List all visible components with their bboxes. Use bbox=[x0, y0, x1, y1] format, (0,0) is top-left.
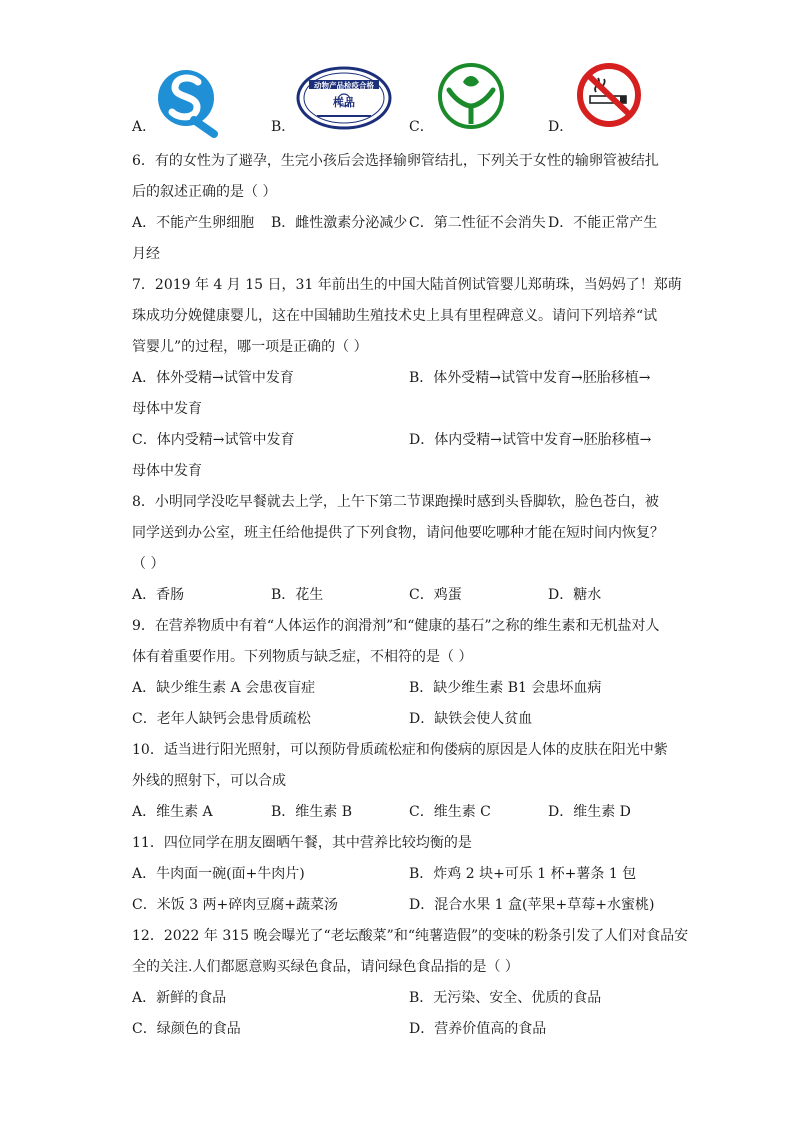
question-9 bbox=[132, 611, 672, 735]
option-b[interactable]: B．体外受精→试管中发育→胚胎移植→ bbox=[409, 370, 651, 386]
option-row bbox=[132, 1014, 672, 1045]
option-c[interactable]: C．体内受精→试管中发育 bbox=[132, 432, 295, 448]
animal-product-quarantine-seal-icon bbox=[295, 62, 393, 130]
question-10 bbox=[132, 735, 672, 828]
option-row bbox=[132, 890, 672, 921]
option-a[interactable]: A．维生素 A bbox=[132, 804, 213, 820]
option-row bbox=[132, 580, 672, 611]
option-d[interactable]: D．糖水 bbox=[548, 587, 602, 603]
question-stem: 8．小明同学没吃早餐就去上学，上午下第二节课跑操时感到头昏脚软，脸色苍白，被 bbox=[132, 494, 659, 510]
option-row bbox=[132, 425, 672, 456]
no-smoking-icon bbox=[576, 62, 642, 128]
option-d[interactable]: D．维生素 D bbox=[548, 804, 631, 820]
option-d[interactable]: D．体内受精→试管中发育→胚胎移植→ bbox=[409, 432, 652, 448]
option-b[interactable]: B．维生素 B bbox=[271, 804, 353, 820]
question-stem: 同学送到办公室，班主任给他提供了下列食物，请问他要吃哪种才能在短时间内恢复？ bbox=[132, 525, 664, 541]
question-stem: 全的关注.人们都愿意购买绿色食品，请问绿色食品指的是（ ） bbox=[132, 959, 519, 975]
option-c[interactable]: C．第二性征不会消失 bbox=[409, 215, 546, 231]
option-a[interactable]: A．体外受精→试管中发育 bbox=[132, 370, 294, 386]
option-label: A． bbox=[132, 119, 157, 135]
question-7 bbox=[132, 270, 682, 487]
question-stem: 12．2022 年 315 晚会曝光了“老坛酸菜”和“纯薯造假”的变味的粉条引发了人们对食品安 bbox=[132, 928, 689, 944]
option-label: C． bbox=[409, 119, 434, 135]
option-row bbox=[132, 797, 672, 828]
option-a[interactable]: A．牛肉面一碗(面+牛肉片) bbox=[132, 866, 305, 882]
question-stem: 后的叙述正确的是（ ） bbox=[132, 184, 277, 200]
option-a-logo bbox=[132, 62, 252, 138]
question-stem: 体有着重要作用。下列物质与缺乏症，不相符的是（ ） bbox=[132, 649, 473, 665]
green-food-logo-icon bbox=[437, 62, 505, 130]
option-a[interactable]: A．缺少维生素 A 会患夜盲症 bbox=[132, 680, 316, 696]
option-c-logo bbox=[409, 62, 539, 138]
question-list bbox=[132, 146, 689, 1045]
option-b[interactable]: B．无污染、安全、优质的食品 bbox=[409, 990, 602, 1006]
option-row bbox=[132, 363, 672, 394]
question-6 bbox=[132, 146, 672, 270]
question-stem: 珠成功分娩健康婴儿，这在中国辅助生殖技术史上具有里程碑意义。请问下列培养“试 bbox=[132, 308, 658, 324]
option-d[interactable]: D．混合水果 1 盒(苹果+草莓+水蜜桃) bbox=[409, 897, 655, 913]
option-b[interactable]: B．缺少维生素 B1 会患坏血病 bbox=[409, 680, 602, 696]
logo-options bbox=[132, 62, 672, 138]
question-stem: 11．四位同学在朋友圈晒午餐，其中营养比较均衡的是 bbox=[132, 835, 472, 851]
option-label: D． bbox=[548, 119, 574, 135]
quality-s-logo-icon bbox=[156, 62, 218, 138]
question-stem: （ ） bbox=[132, 556, 165, 572]
seal-text: 动物产品检疫合格 bbox=[314, 81, 374, 90]
question-stem: 管婴儿”的过程，哪一项是正确的（ ） bbox=[132, 339, 368, 355]
question-stem: 9．在营养物质中有着“人体运作的润滑剂”和“健康的基石”之称的维生素和无机盐对人 bbox=[132, 618, 660, 634]
option-label: B． bbox=[271, 119, 296, 135]
option-a[interactable]: A．不能产生卵细胞 bbox=[132, 215, 255, 231]
question-stem: 外线的照射下，可以合成 bbox=[132, 773, 286, 789]
question-stem: 10．适当进行阳光照射，可以预防骨质疏松症和佝偻病的原因是人体的皮肤在阳光中紫 bbox=[132, 742, 668, 758]
option-b[interactable]: B．雌性激素分泌减少 bbox=[271, 215, 408, 231]
option-continuation: 母体中发育 bbox=[132, 463, 202, 479]
option-a[interactable]: A．香肠 bbox=[132, 587, 185, 603]
option-c[interactable]: C．绿颜色的食品 bbox=[132, 1021, 241, 1037]
option-b[interactable]: B．炸鸡 2 块+可乐 1 杯+薯条 1 包 bbox=[409, 866, 637, 882]
option-continuation: 母体中发育 bbox=[132, 401, 202, 417]
option-a[interactable]: A．新鲜的食品 bbox=[132, 990, 227, 1006]
option-row bbox=[132, 673, 672, 704]
option-row bbox=[132, 208, 672, 239]
question-stem: 7．2019 年 4 月 15 日，31 年前出生的中国大陆首例试管婴儿郑萌珠，当妈妈了！郑萌 bbox=[132, 277, 682, 293]
option-row bbox=[132, 859, 672, 890]
question-8 bbox=[132, 487, 672, 611]
option-d-logo bbox=[548, 62, 672, 138]
option-c[interactable]: C．老年人缺钙会患骨质疏松 bbox=[132, 711, 311, 727]
option-d[interactable]: D．营养价值高的食品 bbox=[409, 1021, 547, 1037]
option-c[interactable]: C．鸡蛋 bbox=[409, 587, 462, 603]
option-b-logo bbox=[271, 62, 401, 138]
seal-center-text: 样品 bbox=[333, 96, 355, 109]
option-row bbox=[132, 704, 672, 735]
option-d[interactable]: D．缺铁会使人贫血 bbox=[409, 711, 533, 727]
option-continuation: 月经 bbox=[132, 246, 160, 262]
question-12 bbox=[132, 921, 689, 1045]
option-row bbox=[132, 983, 672, 1014]
option-c[interactable]: C．米饭 3 两+碎肉豆腐+蔬菜汤 bbox=[132, 897, 338, 913]
option-b[interactable]: B．花生 bbox=[271, 587, 324, 603]
option-c[interactable]: C．维生素 C bbox=[409, 804, 491, 820]
question-stem: 6．有的女性为了避孕，生完小孩后会选择输卵管结扎，下列关于女性的输卵管被结扎 bbox=[132, 153, 659, 169]
option-d[interactable]: D．不能正常产生 bbox=[548, 215, 658, 231]
question-11 bbox=[132, 828, 672, 921]
